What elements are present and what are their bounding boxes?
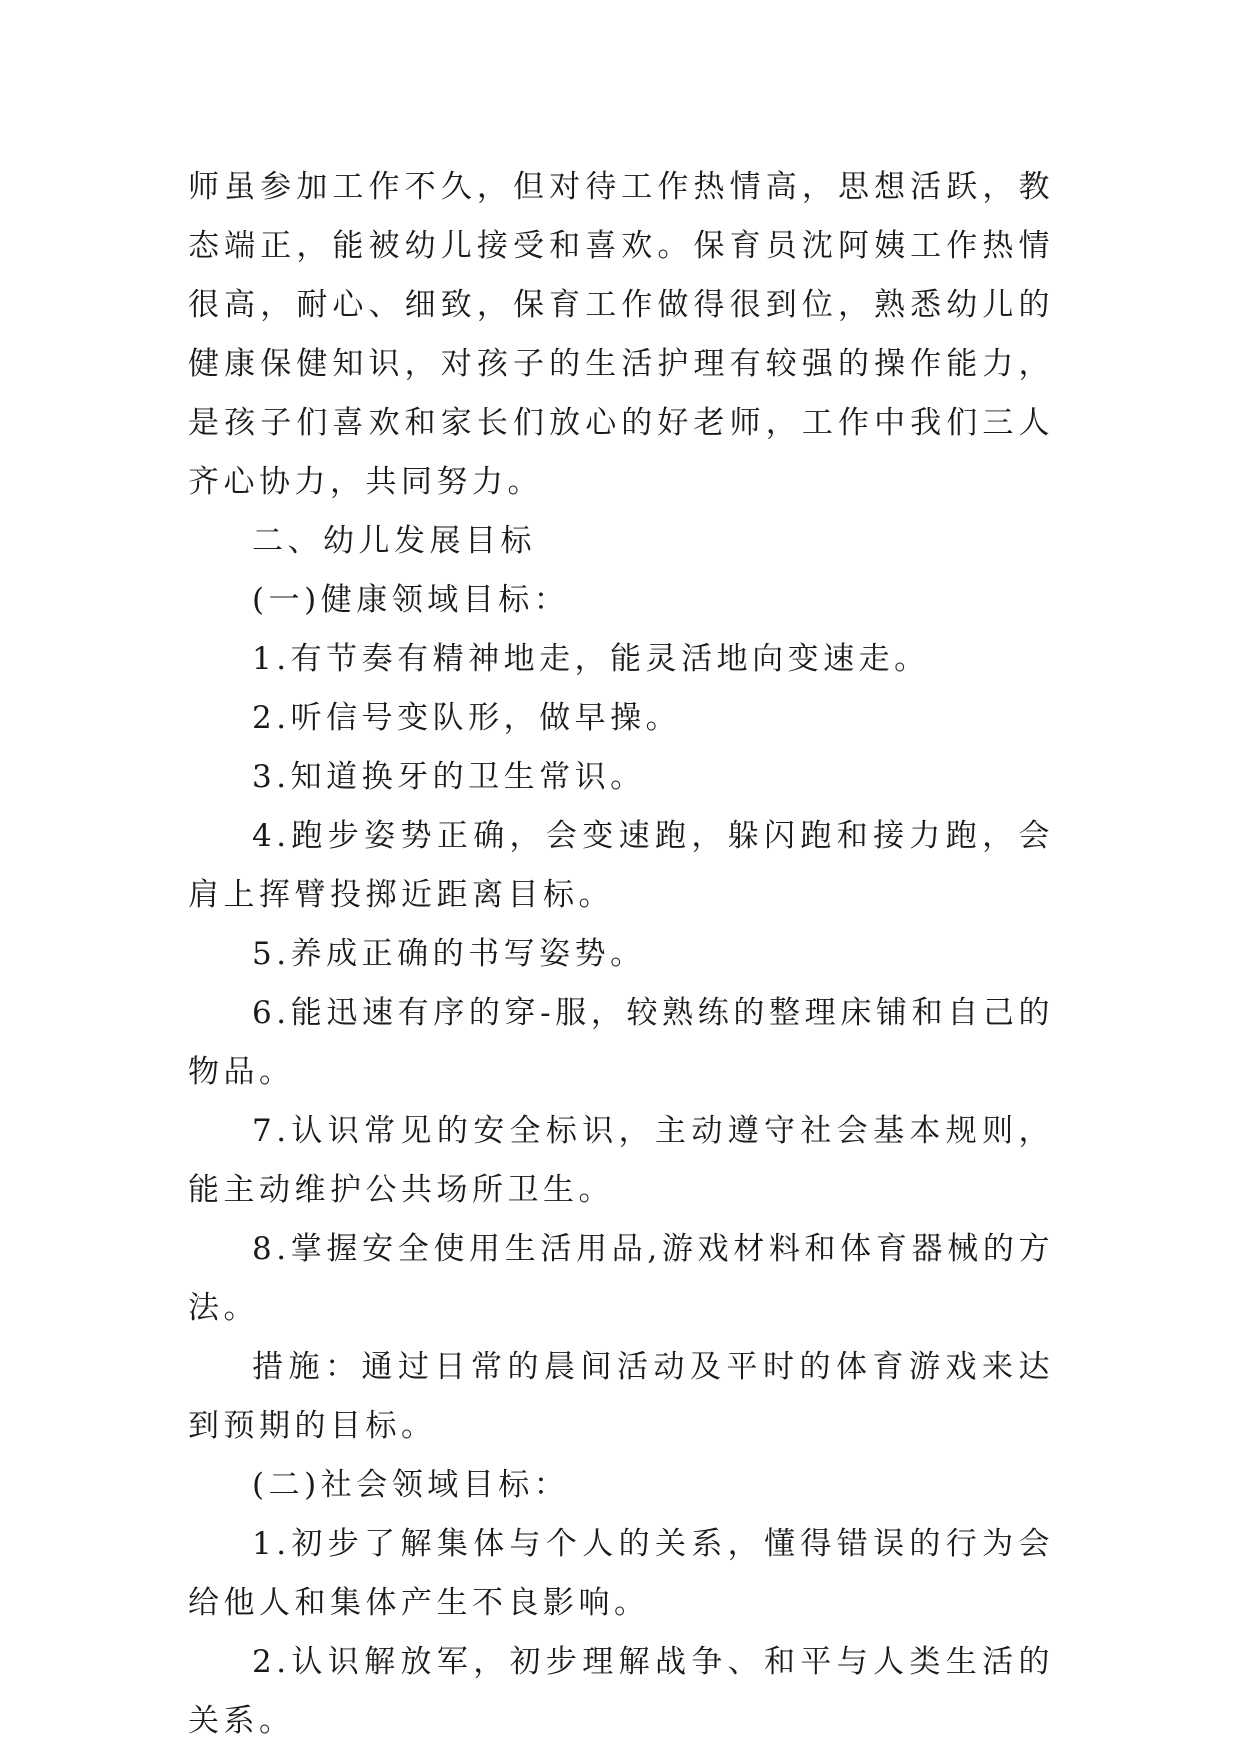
list-item: 5.养成正确的书写姿势。 (252, 936, 646, 972)
measures-paragraph: 措施：通过日常的晨间活动及平时的体育游戏来达到预期的目标。 (188, 1349, 1054, 1444)
document-body (188, 158, 1054, 1751)
subsection-heading: (一)健康领域目标： (252, 582, 570, 618)
list-item: 6.能迅速有序的穿-服，较熟练的整理床铺和自己的物品。 (188, 995, 1054, 1090)
list-item: 7.认识常见的安全标识，主动遵守社会基本规则，能主动维护公共场所卫生。 (188, 1113, 1054, 1208)
list-item: 1.有节奏有精神地走，能灵活地向变速走。 (252, 641, 930, 677)
list-item: 8.掌握安全使用生活用品,游戏材料和体育器械的方法。 (188, 1231, 1054, 1326)
list-item: 1.初步了解集体与个人的关系，懂得错误的行为会给他人和集体产生不良影响。 (188, 1526, 1054, 1621)
list-item: 2.认识解放军，初步理解战争、和平与人类生活的关系。 (188, 1644, 1054, 1739)
list-item: 4.跑步姿势正确，会变速跑，躲闪跑和接力跑，会肩上挥臂投掷近距离目标。 (188, 818, 1054, 913)
section-heading: 二、幼儿发展目标 (252, 523, 536, 559)
list-item: 2.听信号变队形，做早操。 (252, 700, 682, 736)
list-item: 3.知道换牙的卫生常识。 (252, 759, 646, 795)
subsection-heading: (二)社会领域目标： (252, 1467, 570, 1503)
paragraph: 师虽参加工作不久，但对待工作热情高，思想活跃，教态端正，能被幼儿接受和喜欢。保育员沈阿姨工作热情很高，耐心、细致，保育工作做得很到位，熟悉幼儿的健康保健知识，对孩子的生活护理有较强的操作能力，是孩子们喜欢和家长们放心的好老师，工作中我们三人齐心协力，共同努力。 (188, 169, 1054, 500)
